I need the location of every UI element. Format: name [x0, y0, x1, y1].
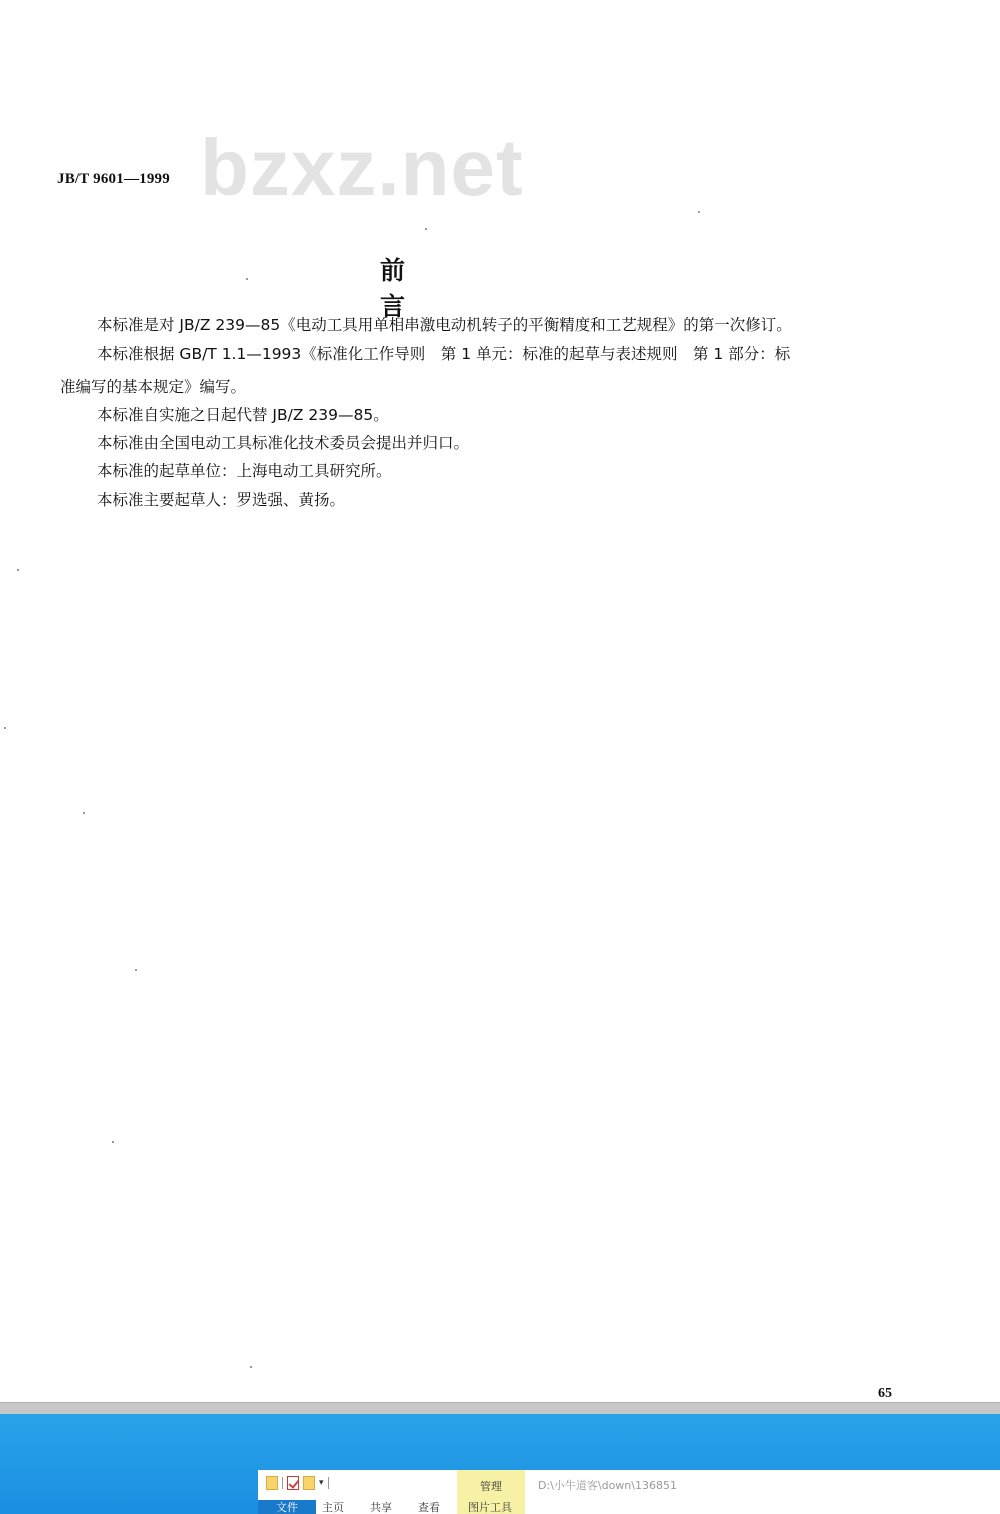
page-number: 65: [878, 1386, 892, 1401]
tab-share[interactable]: 共享: [370, 1501, 392, 1514]
scan-speck: [246, 278, 248, 280]
paragraph-1: 本标准是对 JB/Z 239—85《电动工具用单相串激电动机转子的平衡精度和工艺规程》的第一次修订。: [97, 316, 792, 334]
manage-label: 管理: [480, 1480, 502, 1493]
tab-home[interactable]: 主页: [322, 1501, 344, 1514]
scan-speck: [4, 727, 6, 729]
tab-file[interactable]: 文件: [258, 1500, 316, 1514]
scan-speck: [83, 812, 85, 814]
scan-speck: [425, 228, 427, 230]
window-path: D:\小牛道客\down\136851: [538, 1479, 677, 1492]
dropdown-icon[interactable]: ▾: [319, 1478, 324, 1488]
toolbar-divider: [282, 1477, 283, 1489]
scan-speck: [112, 1141, 114, 1143]
paragraph-6: 本标准主要起草人：罗选强、黄扬。: [97, 491, 346, 509]
ribbon-tabs: [258, 1500, 1000, 1514]
paragraph-4: 本标准由全国电动工具标准化技术委员会提出并归口。: [97, 434, 470, 452]
paragraph-3: 本标准自实施之日起代替 JB/Z 239—85。: [97, 406, 389, 424]
new-folder-icon[interactable]: [303, 1476, 315, 1490]
paragraph-2-line-1: 本标准根据 GB/T 1.1—1993《标准化工作导则 第 1 单元：标准的起草与表述规则 第 1 部分：标: [97, 345, 791, 363]
page-title: 前 言: [380, 256, 484, 321]
toolbar-divider: [328, 1477, 329, 1489]
scan-speck: [135, 969, 137, 971]
paragraph-5: 本标准的起草单位：上海电动工具研究所。: [97, 462, 392, 480]
scan-speck: [250, 1366, 252, 1368]
folder-icon[interactable]: [266, 1476, 278, 1490]
tab-view[interactable]: 查看: [418, 1501, 440, 1514]
tab-picture-tools[interactable]: 图片工具: [468, 1501, 512, 1514]
watermark: bzxz.net: [200, 123, 524, 212]
properties-check-icon[interactable]: [287, 1476, 299, 1490]
scan-speck: [17, 569, 19, 571]
paragraph-2-line-2: 准编写的基本规定》编写。: [60, 378, 247, 396]
standard-code: JB/T 9601—1999: [57, 171, 170, 187]
quick-access-toolbar: [258, 1470, 329, 1496]
file-explorer-window[interactable]: [258, 1470, 1000, 1514]
scan-speck: [698, 211, 700, 213]
